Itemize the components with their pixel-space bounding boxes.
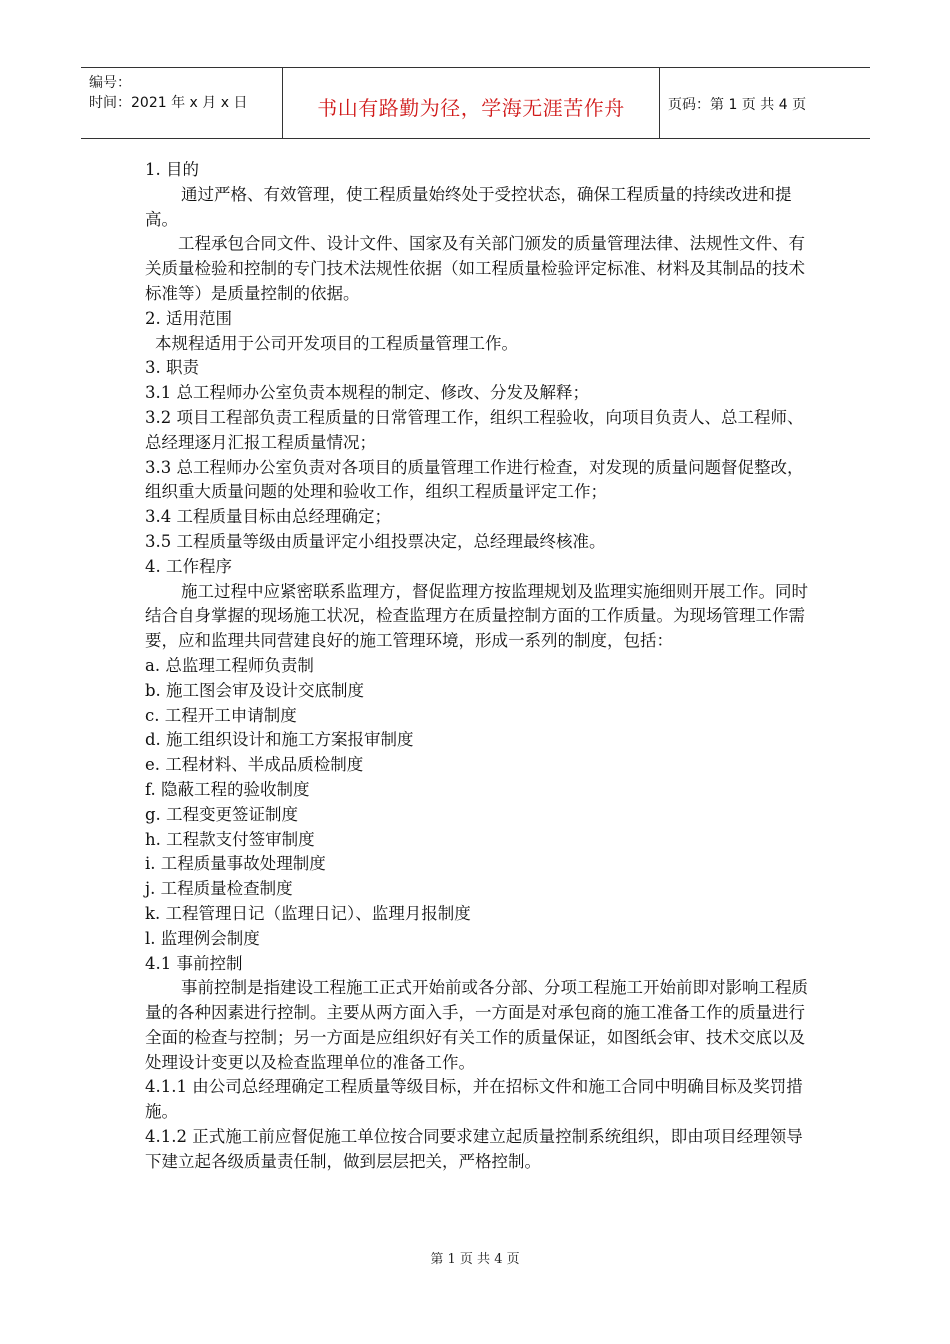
list-item: h. 工程款支付签审制度 bbox=[145, 829, 315, 849]
paragraph: 通过严格、有效管理，使工程质量始终处于受控状态，确保工程质量的持续改进和提高。 bbox=[145, 184, 792, 229]
section-heading: 3. 职责 bbox=[145, 358, 199, 378]
header-page-cell bbox=[660, 68, 870, 138]
paragraph: 本规程适用于公司开发项目的工程质量管理工作。 bbox=[155, 333, 518, 353]
page-header bbox=[81, 67, 870, 139]
document-number-label: 编号： bbox=[89, 75, 131, 91]
paragraph: 工程承包合同文件、设计文件、国家及有关部门颁发的质量管理法律、法规性文件、有关质量检验和控制的专门技术法规性依据（如工程质量检验评定标准、材料及其制品的技术标准等）是质量控制的依据。 bbox=[145, 234, 805, 303]
clause: 4.1.1 由公司总经理确定工程质量等级目标，并在招标文件和施工合同中明确目标及奖罚措施。 bbox=[145, 1077, 803, 1122]
list-item: l. 监理例会制度 bbox=[145, 928, 260, 948]
section-heading: 4.1 事前控制 bbox=[145, 953, 243, 973]
page-footer: 第 1 页 共 4 页 bbox=[430, 1252, 520, 1267]
list-item: g. 工程变更签证制度 bbox=[145, 804, 299, 824]
clause: 3.1 总工程师办公室负责本规程的制定、修改、分发及解释； bbox=[145, 383, 589, 403]
list-item: b. 施工图会审及设计交底制度 bbox=[145, 680, 365, 700]
clause: 3.4 工程质量目标由总经理确定； bbox=[145, 507, 391, 527]
list-item: e. 工程材料、半成品质检制度 bbox=[145, 755, 364, 775]
header-motto-cell bbox=[283, 68, 660, 138]
header-page-info: 页码：第 1 页 共 4 页 bbox=[668, 97, 807, 113]
document-body bbox=[145, 158, 809, 1175]
section-heading: 2. 适用范围 bbox=[145, 308, 232, 328]
list-item: c. 工程开工申请制度 bbox=[145, 705, 297, 725]
clause: 3.5 工程质量等级由质量评定小组投票决定，总经理最终核准。 bbox=[145, 531, 606, 551]
paragraph: 施工过程中应紧密联系监理方，督促监理方按监理规划及监理实施细则开展工作。同时结合自身掌握的现场施工状况，检查监理方在质量控制方面的工作质量。为现场管理工作需要，应和监理共同营建良好的施工管理环境，形成一系列的制度，包括： bbox=[145, 581, 808, 651]
list-item: a. 总监理工程师负责制 bbox=[145, 655, 314, 675]
clause: 3.3 总工程师办公室负责对各项目的质量管理工作进行检查，对发现的质量问题督促整改，组织重大质量问题的处理和验收工作，组织工程质量评定工作； bbox=[145, 457, 804, 502]
section-heading: 4. 工作程序 bbox=[145, 556, 232, 576]
list-item: i. 工程质量事故处理制度 bbox=[145, 854, 326, 874]
header-meta-cell bbox=[81, 68, 283, 138]
paragraph: 事前控制是指建设工程施工正式开始前或各分部、分项工程施工开始前即对影响工程质量的各种因素进行控制。主要从两方面入手，一方面是对承包商的施工准备工作的质量进行全面的检查与控制；另一方面是应组织好有关工作的质量保证，如图纸会审、技术交底以及处理设计变更以及检查监理单位的准备工作。 bbox=[145, 978, 808, 1072]
list-item: d. 施工组织设计和施工方案报审制度 bbox=[145, 730, 414, 750]
clause: 3.2 项目工程部负责工程质量的日常管理工作，组织工程验收，向项目负责人、总工程师、总经理逐月汇报工程质量情况； bbox=[145, 407, 804, 452]
list-item: f. 隐蔽工程的验收制度 bbox=[145, 779, 310, 799]
list-item: j. 工程质量检查制度 bbox=[145, 879, 293, 899]
document-date-label: 时间：2021 年 x 月 x 日 bbox=[89, 95, 248, 111]
section-heading: 1. 目的 bbox=[145, 160, 199, 179]
clause: 4.1.2 正式施工前应督促施工单位按合同要求建立起质量控制系统组织，即由项目经理领导下建立起各级质量责任制，做到层层把关，严格控制。 bbox=[145, 1127, 803, 1171]
header-motto: 书山有路勤为径，学海无涯苦作舟 bbox=[317, 96, 625, 120]
list-item: k. 工程管理日记（监理日记）、监理月报制度 bbox=[145, 903, 471, 923]
